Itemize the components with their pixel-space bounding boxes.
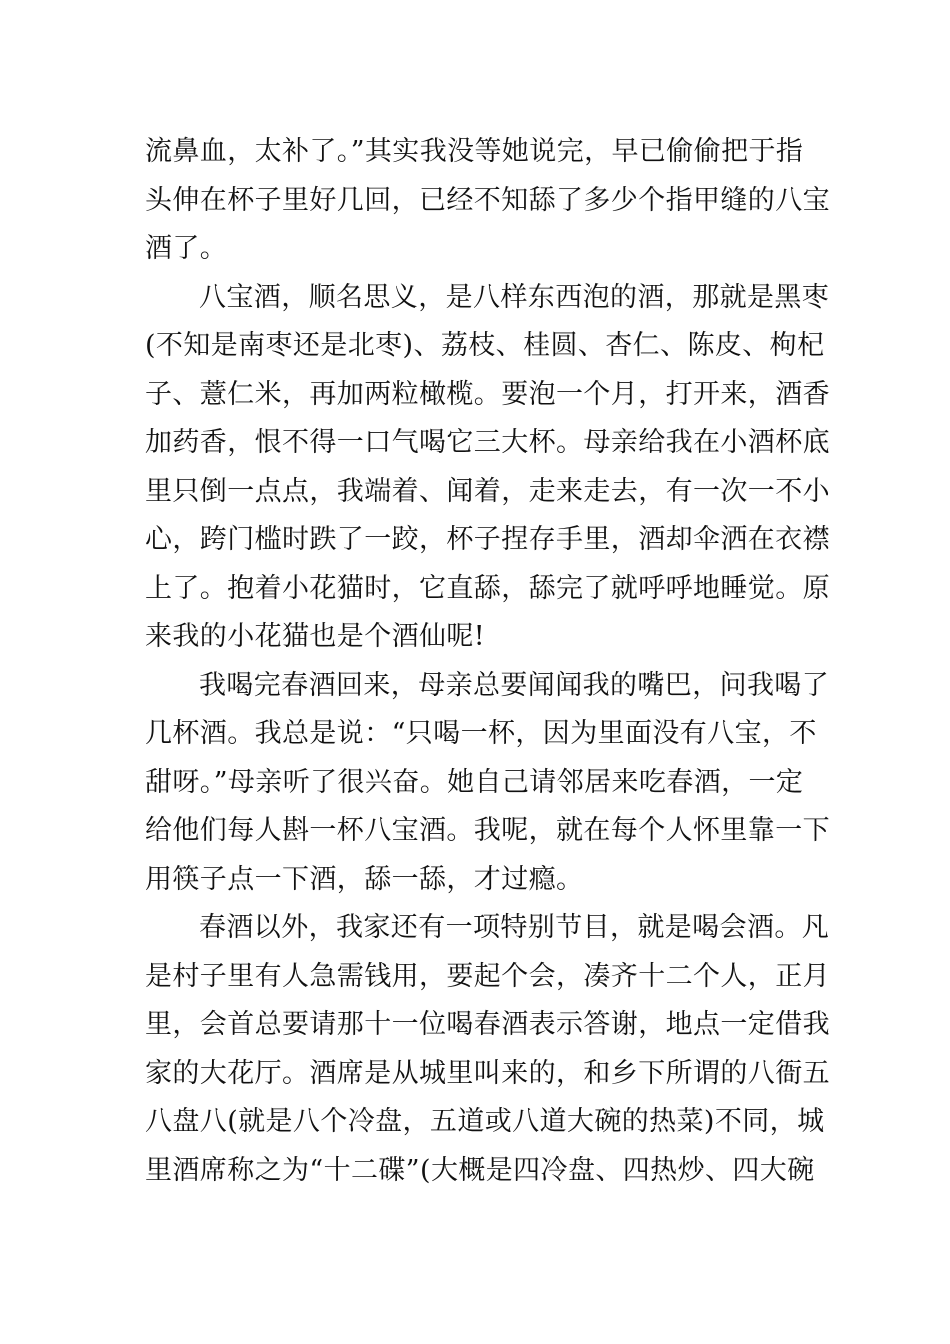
text-line: 上了。抱着小花猫时，它直舔，舔完了就呼呼地睡觉。原 <box>145 572 830 604</box>
text-line: 甜呀。”母亲听了很兴奋。她自己请邻居来吃春酒，一定 <box>145 766 804 798</box>
essay-body-text <box>145 128 830 1195</box>
text-line: 头伸在杯子里好几回，已经不知舔了多少个指甲缝的八宝 <box>145 184 830 216</box>
text-line: 几杯酒。我总是说：“只喝一杯，因为里面没有八宝，不 <box>145 718 817 749</box>
text-line: 家的大花厅。酒席是从城里叫来的，和乡下所谓的八衙五 <box>145 1057 830 1089</box>
text-line: 加药香，恨不得一口气喝它三大杯。母亲给我在小酒杯底 <box>145 427 830 458</box>
text-line: (不知是南枣还是北枣)、荔枝、桂圆、杏仁、陈皮、枸杞 <box>145 330 825 361</box>
text-line: 里酒席称之为“十二碟”(大概是四冷盘、四热炒、四大碗 <box>145 1154 815 1186</box>
text-line: 里只倒一点点，我端着、闻着，走来走去，有一次一不小 <box>145 475 830 507</box>
text-line: 心，跨门槛时跌了一跤，杯子捏存手里，酒却伞洒在衣襟 <box>145 524 830 555</box>
text-line: 用筷子点一下酒，舔一舔，才过瘾。 <box>145 863 584 895</box>
text-line: 流鼻血，太补了。”其实我没等她说完，早已偷偷把于指 <box>145 136 804 167</box>
text-line: 八盘八(就是八个冷盘，五道或八道大碗的热菜)不同，城 <box>145 1106 825 1137</box>
text-line: 里，会首总要请那十一位喝春酒表示答谢，地点一定借我 <box>145 1009 830 1040</box>
text-line: 子、薏仁米，再加两粒橄榄。要泡一个月，打开来，酒香 <box>145 378 830 410</box>
paragraph-start-line: 八宝酒，顺名思义，是八样东西泡的酒，那就是黑枣 <box>199 281 830 313</box>
text-line: 是村子里有人急需钱用，要起个会，凑齐十二个人，正月 <box>145 960 830 992</box>
text-line: 酒了。 <box>145 233 228 264</box>
paragraph-start-line: 春酒以外，我家还有一项特别节目，就是喝会酒。凡 <box>199 912 830 943</box>
text-line: 来我的小花猫也是个酒仙呢! <box>145 621 486 652</box>
text-line: 给他们每人斟一杯八宝酒。我呢，就在每个人怀里靠一下 <box>145 815 830 846</box>
paragraph-start-line: 我喝完春酒回来，母亲总要闻闻我的嘴巴，问我喝了 <box>199 669 830 701</box>
